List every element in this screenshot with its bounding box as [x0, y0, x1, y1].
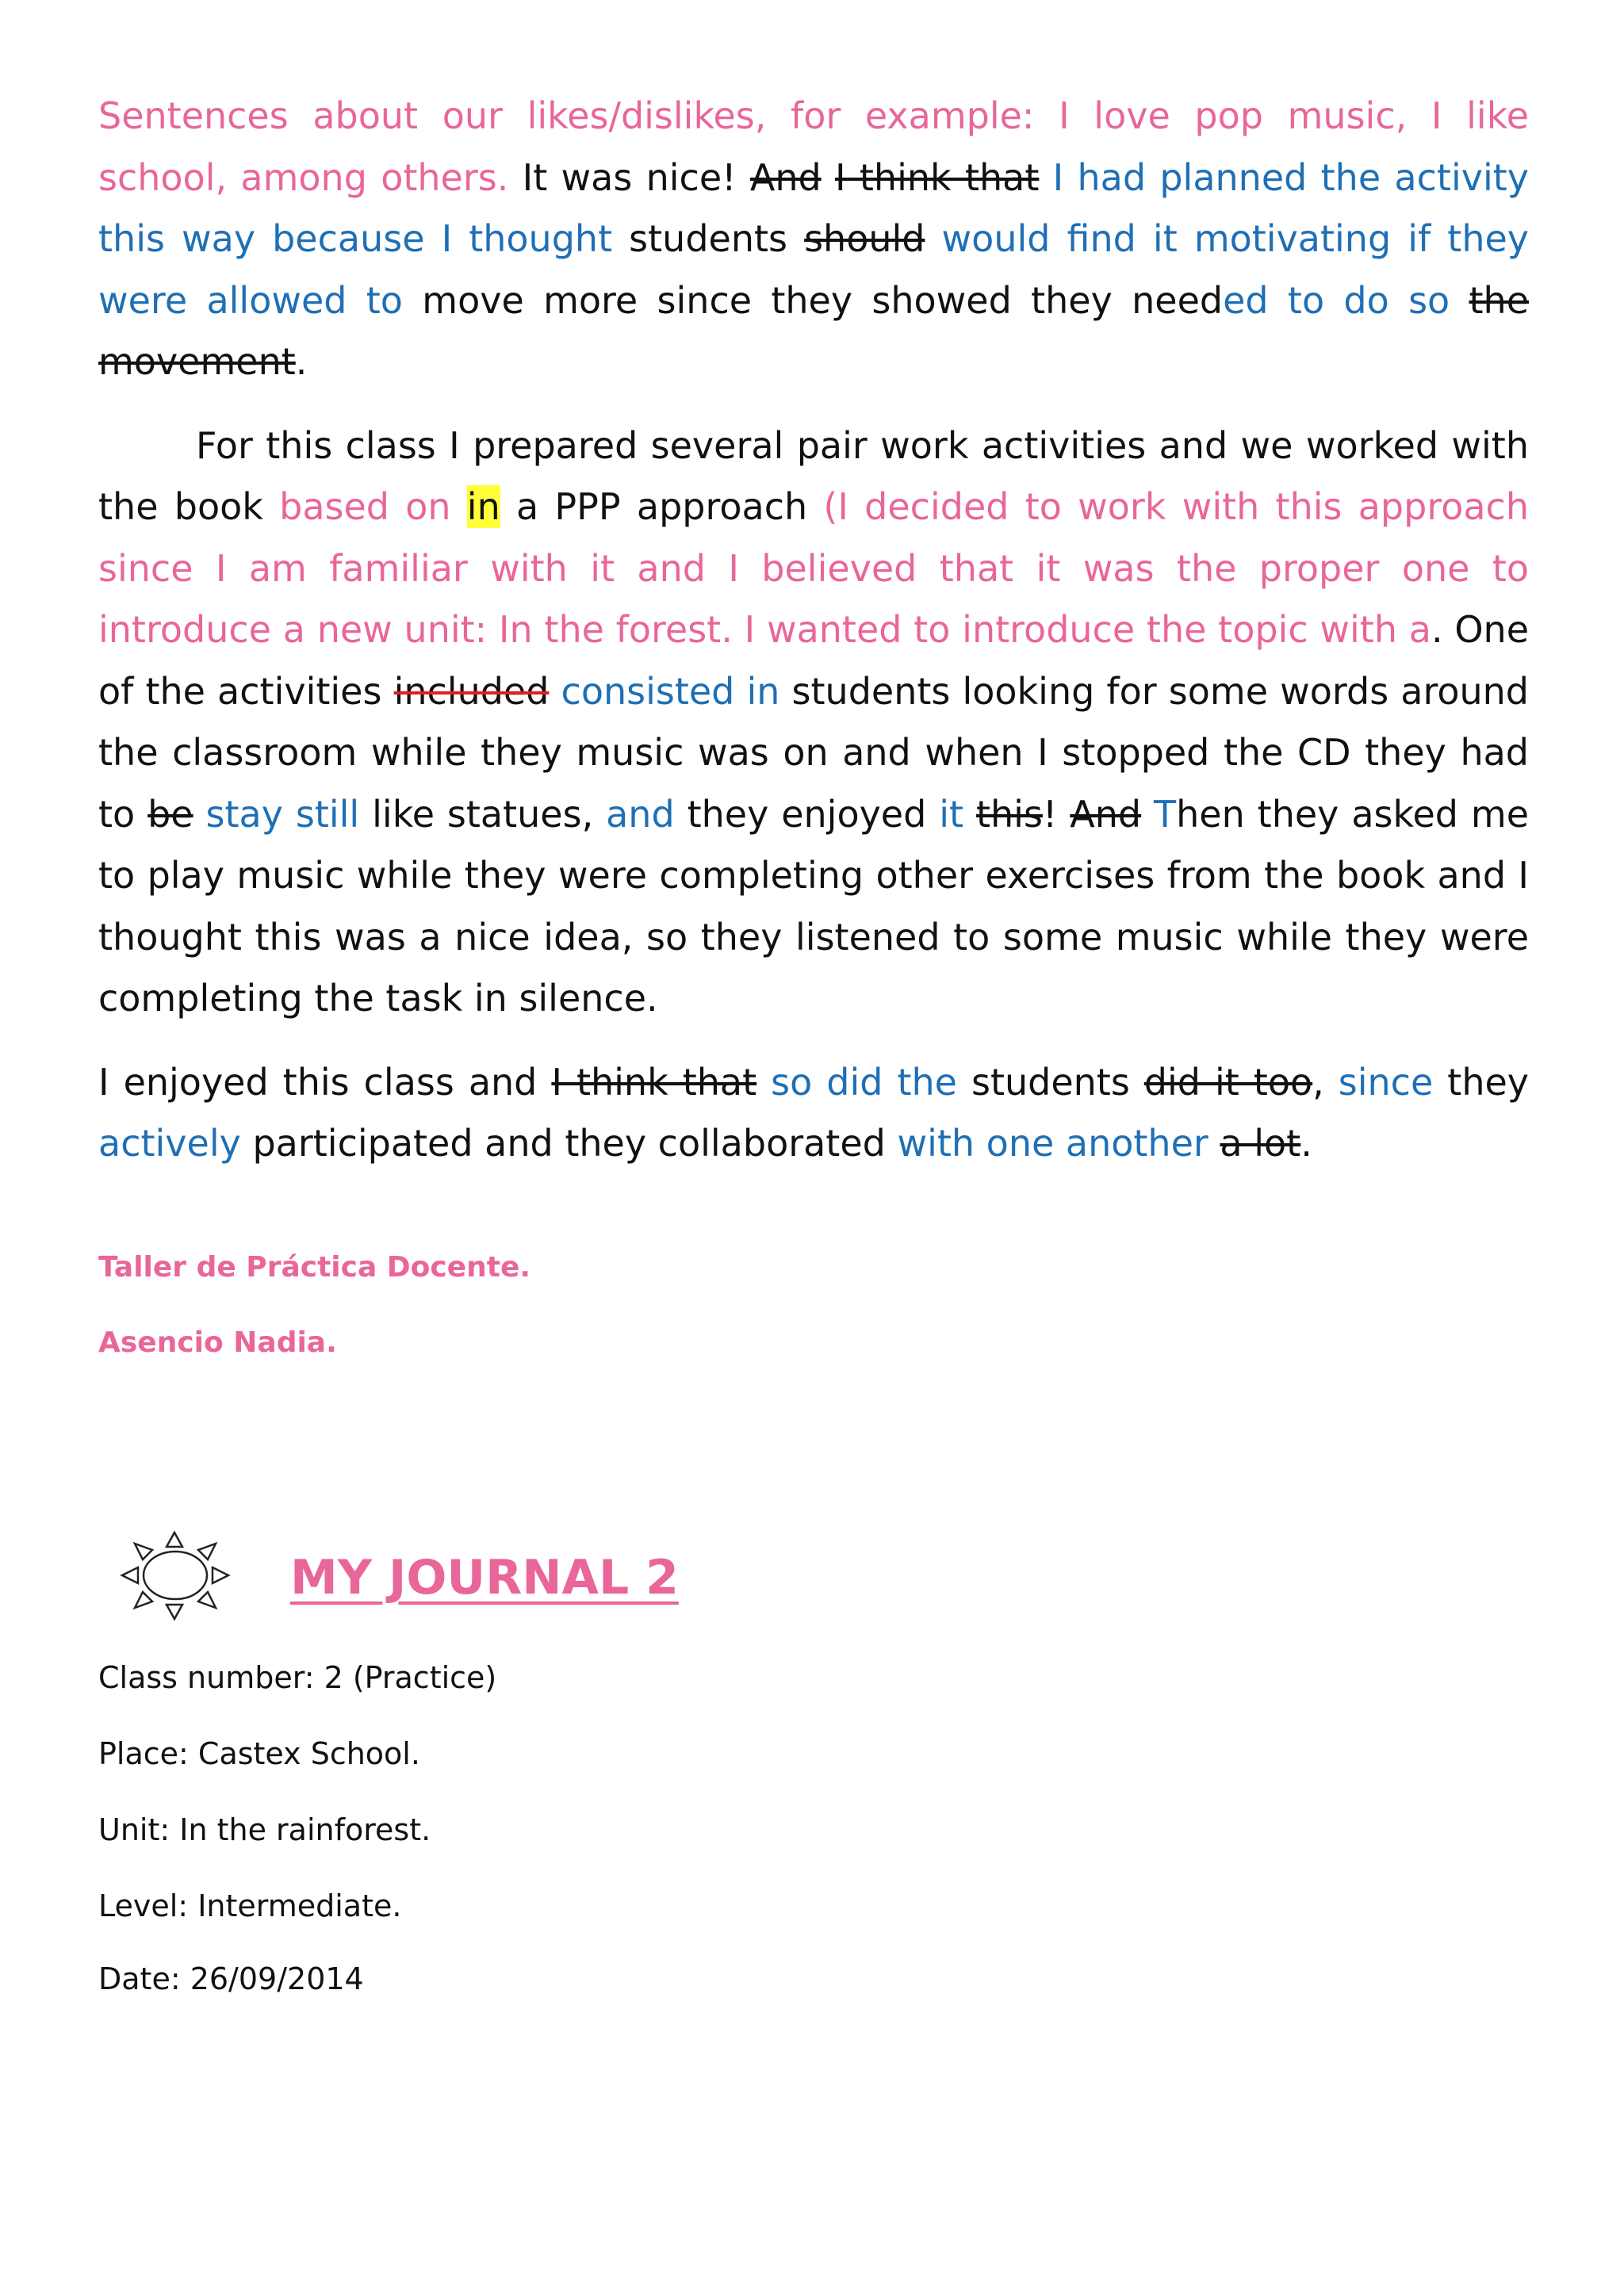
space	[549, 670, 561, 713]
blue-correction: stay still	[205, 792, 360, 836]
text: ,	[1312, 1060, 1339, 1104]
paragraph-3	[98, 1052, 1529, 1175]
text: participated and they collaborated	[240, 1122, 898, 1165]
blue-correction: I had planned the activity this way because I thought	[98, 155, 1529, 260]
struck-text: be	[147, 792, 193, 836]
highlighted-text: in	[466, 485, 500, 528]
pink-comment: (I decided to work with this approach since I am familiar with it and I believed that it was the proper one to introduce a new unit: In the forest. I wanted to introduce the topic with a	[98, 485, 1529, 651]
paragraph-1	[98, 86, 1529, 393]
place: Place: Castex School.	[98, 1736, 420, 1771]
pink-comment: based on	[279, 485, 451, 528]
blue-correction: would find it motivating if they were allowed to	[98, 217, 1529, 322]
text: . One of the activities	[98, 608, 1529, 713]
struck-text: a lot	[1220, 1122, 1301, 1165]
struck-text: did it too	[1143, 1060, 1313, 1104]
space	[822, 156, 835, 199]
class-number: Class number: 2 (Practice)	[98, 1660, 497, 1695]
struck-text: I think that	[835, 155, 1040, 199]
space	[963, 793, 976, 836]
text: For this class I prepared several pair work activities and we worked with the book	[98, 423, 1529, 528]
struck-text: this	[975, 792, 1043, 836]
date: Date: 26/09/2014	[98, 1961, 364, 1996]
course-name: Taller de Práctica Docente.	[98, 1251, 531, 1284]
text: move more since they showed they need	[402, 278, 1224, 322]
text: like statues,	[359, 792, 607, 836]
journal-title: MY JOURNAL 2	[290, 1550, 679, 1605]
blue-correction: ed to do so	[1223, 278, 1450, 322]
blue-correction: actively	[98, 1122, 241, 1165]
blue-correction: it	[939, 792, 964, 836]
pink-comment: Sentences about our likes/dislikes, for example: I love pop music, I like school, among others.	[98, 94, 1529, 199]
journal-page	[98, 86, 1529, 1175]
blue-correction: so did the	[771, 1060, 957, 1104]
unit: Unit: In the rainforest.	[98, 1812, 431, 1847]
struck-text: the movement	[98, 278, 1530, 383]
text: students	[612, 217, 805, 260]
blue-correction: T	[1154, 792, 1177, 836]
text: !	[1042, 792, 1071, 836]
space	[756, 1061, 771, 1104]
struck-text: And	[749, 155, 822, 199]
text: .	[295, 340, 308, 383]
struck-text: should	[804, 217, 925, 260]
struck-text: And	[1070, 792, 1142, 836]
struck-text: I think that	[551, 1060, 757, 1104]
red-struck-text: included	[393, 669, 550, 713]
space	[1208, 1122, 1220, 1165]
text: .	[1300, 1122, 1312, 1165]
space	[193, 793, 206, 836]
level: Level: Intermediate.	[98, 1888, 402, 1923]
author-name: Asencio Nadia.	[98, 1326, 337, 1359]
text: I enjoyed this class and	[98, 1060, 552, 1104]
blue-correction: and	[606, 792, 675, 836]
text: It was nice!	[508, 155, 750, 199]
text: students	[956, 1060, 1144, 1104]
text: they	[1433, 1060, 1530, 1104]
space	[1141, 793, 1154, 836]
blue-correction: with one another	[897, 1122, 1208, 1165]
blue-correction: consisted in	[561, 669, 780, 713]
space	[451, 485, 467, 528]
sun-icon	[119, 1526, 246, 1625]
text: they enjoyed	[674, 792, 940, 836]
text: hen they asked me to play music while they were completing other exercises from the book and I thought this was a nice idea, so they listened to some music while they were completing the task in silence.	[98, 792, 1530, 1020]
text: a PPP approach	[500, 485, 824, 528]
paragraph-2	[98, 415, 1529, 1030]
blue-correction: since	[1338, 1060, 1434, 1104]
space	[1450, 279, 1469, 322]
text: students looking for some words around the classroom while they music was on and when I stopped the CD they had to	[98, 669, 1530, 836]
